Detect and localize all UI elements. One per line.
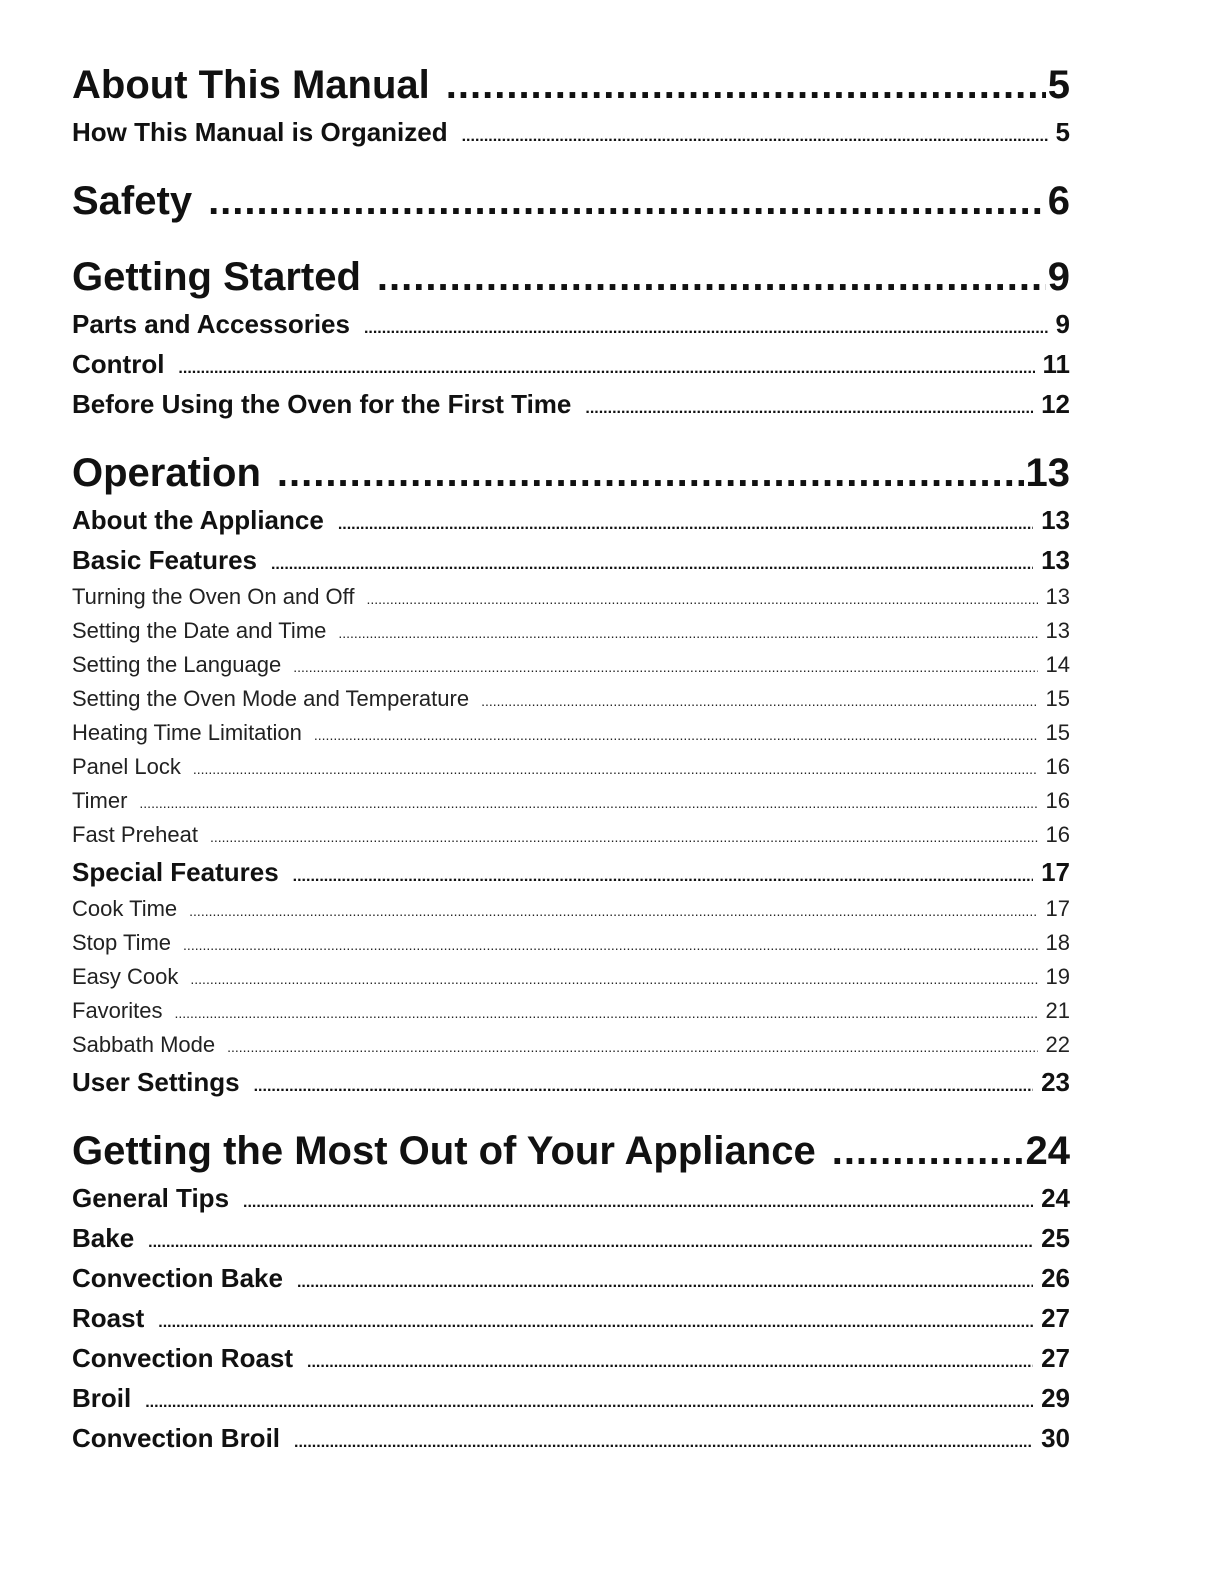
toc-entry-title: Operation [72, 451, 261, 495]
toc-entry-title: About This Manual [72, 63, 430, 107]
toc-entry-page-number: 27 [1041, 1343, 1070, 1373]
toc-entry-page-number: 30 [1041, 1423, 1070, 1453]
toc-entry-title: Getting Started [72, 255, 361, 299]
toc-topic-entry[interactable] [72, 384, 1070, 424]
toc-entry-page-number: 24 [1041, 1183, 1070, 1213]
toc-entry-page-number: 15 [1045, 720, 1070, 745]
toc-entry-title: User Settings [72, 1067, 240, 1097]
toc-entry-title: Roast [72, 1303, 145, 1333]
toc-entry-title: Turning the Oven On and Off [72, 584, 355, 609]
toc-entry-page-number: 17 [1041, 857, 1070, 887]
toc-entry-page-number: 13 [1045, 584, 1070, 609]
toc-entry-title: Getting the Most Out of Your Appliance [72, 1129, 816, 1173]
toc-topic-entry[interactable] [72, 1178, 1070, 1218]
dot-leader [446, 58, 1046, 112]
dot-leader [367, 582, 1038, 616]
toc-entry-title: About the Appliance [72, 505, 324, 535]
dot-leader [364, 309, 1048, 349]
dot-leader [293, 650, 1037, 684]
dot-leader [174, 996, 1037, 1030]
table-of-contents [72, 58, 1070, 1458]
toc-entry-title: Panel Lock [72, 754, 181, 779]
toc-entry-page-number: 16 [1045, 822, 1070, 847]
toc-entry-title: Basic Features [72, 545, 257, 575]
toc-entry-title: Easy Cook [72, 964, 179, 989]
toc-subtopic-entry[interactable] [72, 716, 1070, 750]
toc-section [72, 174, 1070, 228]
toc-entry-page-number: 16 [1045, 788, 1070, 813]
toc-section [72, 446, 1070, 1102]
toc-subtopic-entry[interactable] [72, 1028, 1070, 1062]
toc-entry-title: Timer [72, 788, 128, 813]
dot-leader [338, 505, 1033, 545]
dot-leader [190, 962, 1037, 996]
dot-leader [293, 857, 1033, 897]
dot-leader [294, 1423, 1033, 1463]
toc-subtopic-entry[interactable] [72, 994, 1070, 1028]
toc-entry-title: Convection Roast [72, 1343, 294, 1373]
toc-section-heading[interactable] [72, 58, 1070, 112]
toc-subtopic-entry[interactable] [72, 614, 1070, 648]
toc-subtopic-entry[interactable] [72, 818, 1070, 852]
toc-entry-title: Special Features [72, 857, 279, 887]
dot-leader [193, 752, 1038, 786]
toc-entry-page-number: 24 [1025, 1129, 1070, 1173]
dot-leader [158, 1303, 1033, 1343]
toc-entry-page-number: 23 [1041, 1067, 1070, 1097]
toc-entry-page-number: 27 [1041, 1303, 1070, 1333]
toc-topic-entry[interactable] [72, 1298, 1070, 1338]
dot-leader [208, 174, 1046, 228]
toc-subtopic-entry[interactable] [72, 926, 1070, 960]
toc-subtopic-entry[interactable] [72, 784, 1070, 818]
dot-leader [178, 349, 1034, 389]
toc-section-heading[interactable] [72, 1124, 1070, 1178]
dot-leader [189, 894, 1037, 928]
toc-entry-title: Setting the Language [72, 652, 282, 677]
dot-leader [145, 1383, 1033, 1423]
toc-entry-page-number: 13 [1025, 451, 1070, 495]
toc-section-heading[interactable] [72, 250, 1070, 304]
toc-topic-entry[interactable] [72, 852, 1070, 892]
toc-entry-page-number: 19 [1045, 964, 1070, 989]
toc-entry-page-number: 11 [1042, 349, 1070, 379]
toc-section-heading[interactable] [72, 174, 1070, 228]
toc-entry-page-number: 16 [1045, 754, 1070, 779]
toc-entry-page-number: 14 [1045, 652, 1070, 677]
toc-section [72, 250, 1070, 424]
toc-topic-entry[interactable] [72, 1338, 1070, 1378]
dot-leader [307, 1343, 1033, 1383]
toc-entry-title: Safety [72, 179, 193, 223]
dot-leader [243, 1183, 1033, 1223]
toc-topic-entry[interactable] [72, 1418, 1070, 1458]
toc-entry-page-number: 9 [1055, 309, 1070, 339]
toc-section [72, 58, 1070, 152]
toc-entry-title: Before Using the Oven for the First Time [72, 389, 572, 419]
toc-entry-title: Setting the Oven Mode and Temperature [72, 686, 470, 711]
toc-topic-entry[interactable] [72, 344, 1070, 384]
toc-topic-entry[interactable] [72, 304, 1070, 344]
toc-entry-title: Favorites [72, 998, 163, 1023]
toc-entry-page-number: 5 [1055, 117, 1070, 147]
toc-entry-title: Fast Preheat [72, 822, 198, 847]
toc-entry-page-number: 9 [1047, 255, 1070, 299]
toc-entry-page-number: 13 [1041, 545, 1070, 575]
toc-topic-entry[interactable] [72, 500, 1070, 540]
dot-leader [462, 117, 1048, 157]
toc-topic-entry[interactable] [72, 1378, 1070, 1418]
dot-leader [148, 1223, 1033, 1263]
dot-leader [314, 718, 1038, 752]
toc-entry-page-number: 18 [1045, 930, 1070, 955]
toc-entry-page-number: 13 [1045, 618, 1070, 643]
toc-subtopic-entry[interactable] [72, 648, 1070, 682]
toc-entry-page-number: 13 [1041, 505, 1070, 535]
toc-entry-page-number: 21 [1045, 998, 1070, 1023]
toc-topic-entry[interactable] [72, 1218, 1070, 1258]
toc-entry-page-number: 22 [1045, 1032, 1070, 1057]
toc-entry-title: Control [72, 349, 165, 379]
toc-entry-title: Convection Broil [72, 1423, 281, 1453]
dot-leader [271, 545, 1033, 585]
dot-leader [297, 1263, 1033, 1303]
dot-leader [277, 446, 1024, 500]
dot-leader [210, 820, 1038, 854]
toc-topic-entry[interactable] [72, 1062, 1070, 1102]
dot-leader [832, 1124, 1024, 1178]
toc-entry-page-number: 15 [1045, 686, 1070, 711]
toc-entry-title: Convection Bake [72, 1263, 283, 1293]
toc-entry-title: Cook Time [72, 896, 178, 921]
toc-entry-title: Heating Time Limitation [72, 720, 302, 745]
toc-section [72, 1124, 1070, 1458]
toc-subtopic-entry[interactable] [72, 892, 1070, 926]
toc-entry-page-number: 29 [1041, 1383, 1070, 1413]
toc-entry-title: Parts and Accessories [72, 309, 350, 339]
dot-leader [481, 684, 1037, 718]
toc-entry-title: Broil [72, 1383, 132, 1413]
toc-topic-entry[interactable] [72, 540, 1070, 580]
toc-entry-page-number: 17 [1045, 896, 1070, 921]
toc-entry-page-number: 25 [1041, 1223, 1070, 1253]
toc-subtopic-entry[interactable] [72, 580, 1070, 614]
dot-leader [227, 1030, 1037, 1064]
toc-topic-entry[interactable] [72, 1258, 1070, 1298]
toc-entry-title: Sabbath Mode [72, 1032, 216, 1057]
toc-subtopic-entry[interactable] [72, 682, 1070, 716]
toc-entry-title: General Tips [72, 1183, 230, 1213]
toc-entry-page-number: 6 [1047, 179, 1070, 223]
dot-leader [254, 1067, 1033, 1107]
dot-leader [183, 928, 1037, 962]
toc-entry-title: Setting the Date and Time [72, 618, 327, 643]
toc-entry-page-number: 5 [1047, 63, 1070, 107]
toc-subtopic-entry[interactable] [72, 960, 1070, 994]
dot-leader [377, 250, 1046, 304]
toc-subtopic-entry[interactable] [72, 750, 1070, 784]
toc-entry-page-number: 12 [1041, 389, 1070, 419]
toc-entry-title: How This Manual is Organized [72, 117, 448, 147]
toc-entry-page-number: 26 [1041, 1263, 1070, 1293]
dot-leader [585, 389, 1033, 429]
dot-leader [338, 616, 1037, 650]
toc-entry-title: Stop Time [72, 930, 172, 955]
toc-section-heading[interactable] [72, 446, 1070, 500]
section-spacer [72, 228, 1070, 250]
toc-entry-title: Bake [72, 1223, 135, 1253]
dot-leader [139, 786, 1037, 820]
toc-topic-entry[interactable] [72, 112, 1070, 152]
